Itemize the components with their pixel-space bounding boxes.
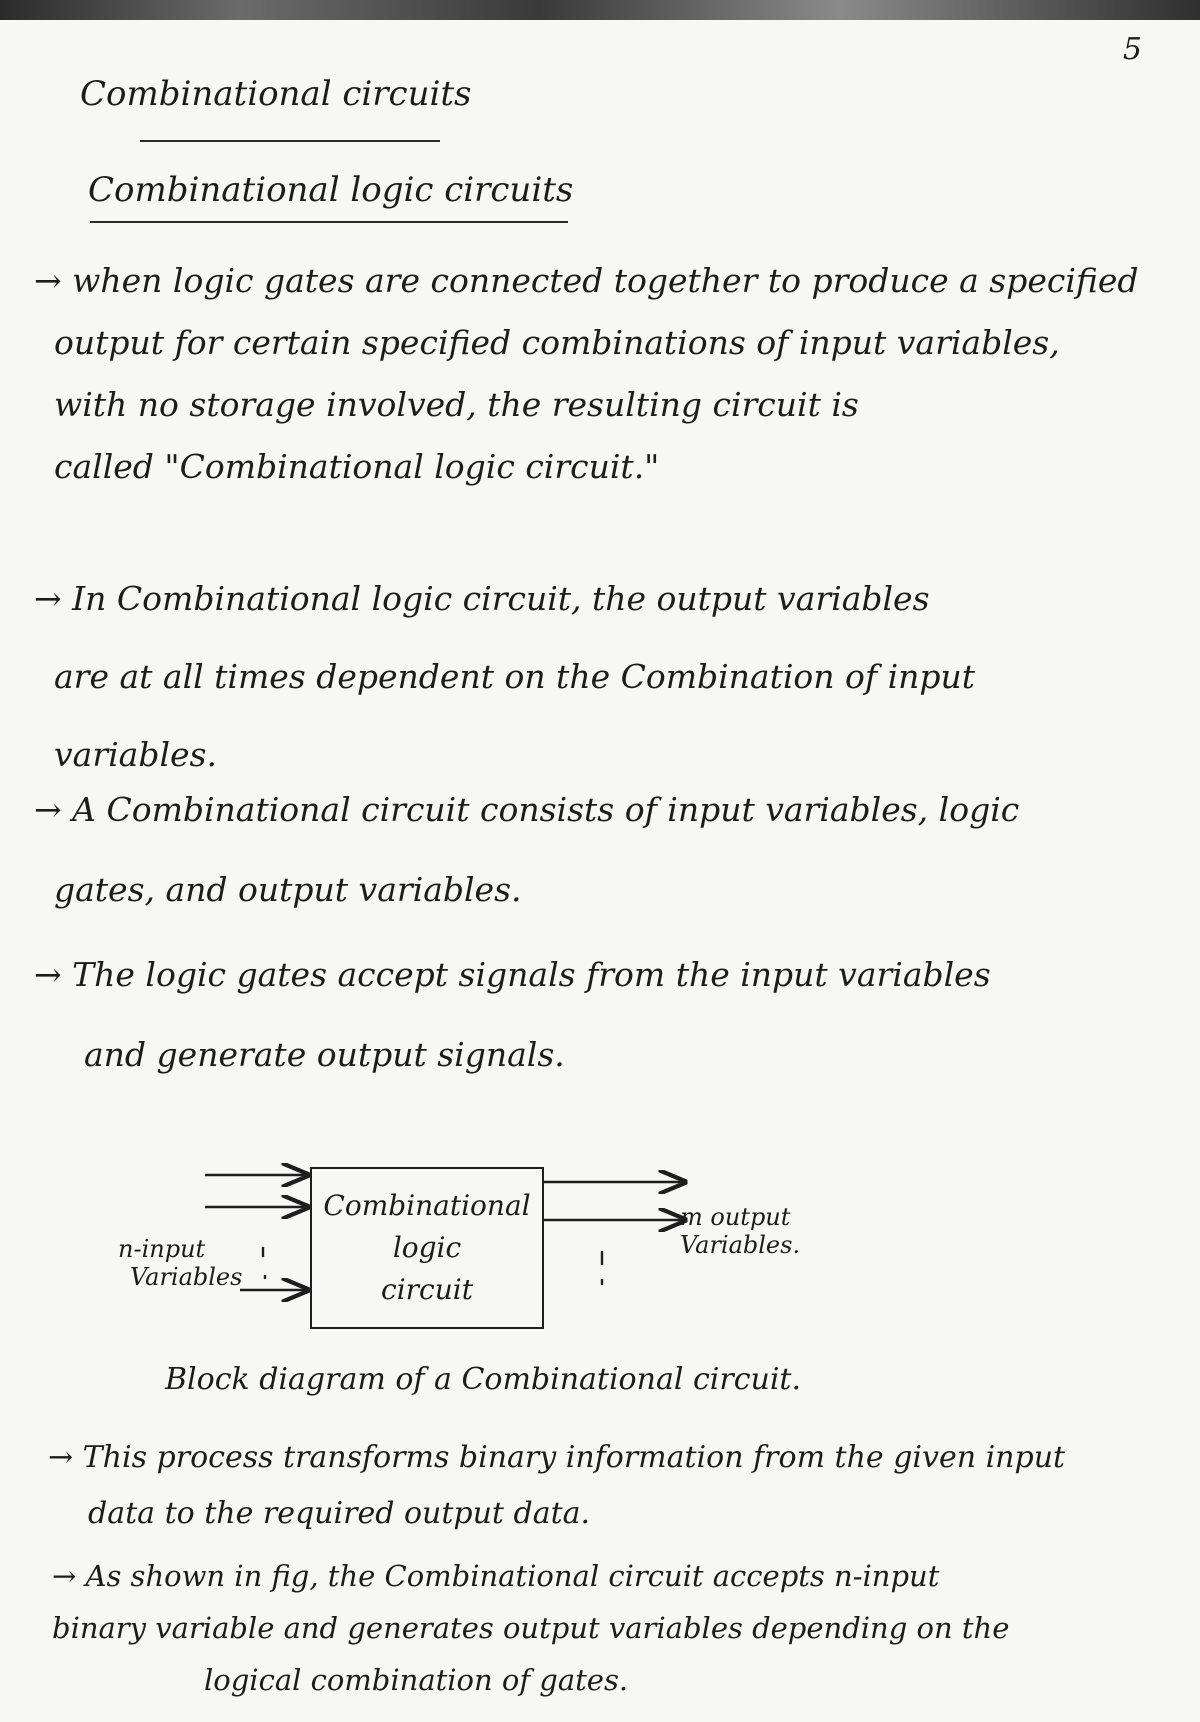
combinational-logic-block: [310, 1167, 544, 1329]
paragraph-4-line-1: → The logic gates accept signals from the input variables: [34, 955, 991, 994]
output-variables-label: [680, 1203, 800, 1259]
output-label-line-2: Variables.: [680, 1231, 801, 1259]
paragraph-6-line-1: → As shown in fig, the Combinational circuit accepts n-input: [52, 1559, 940, 1593]
paragraph-5-line-2: data to the required output data.: [88, 1496, 591, 1531]
block-line-1: Combinational: [323, 1189, 531, 1222]
input-label-line-2: Variables: [130, 1263, 243, 1291]
input-dots: [263, 1247, 265, 1279]
page-title: Combinational circuits: [80, 74, 472, 114]
paragraph-3-line-2: gates, and output variables.: [54, 870, 522, 909]
paragraph-5-line-1: → This process transforms binary information from the given input: [48, 1440, 1066, 1475]
block-line-3: circuit: [381, 1273, 473, 1306]
paragraph-4: [34, 935, 1164, 1095]
paragraph-1-line-2: output for certain specified combinations of input variables,: [54, 323, 1060, 362]
block-diagram: [100, 1155, 820, 1345]
page-number: 5: [1122, 32, 1142, 67]
paragraph-3: [34, 770, 1164, 930]
paragraph-1-line-4: called "Combinational logic circuit.": [54, 447, 660, 486]
paragraph-3-line-1: → A Combinational circuit consists of input variables, logic: [34, 790, 1020, 829]
paragraph-2-line-3: variables.: [54, 735, 217, 774]
subtitle-underline: [90, 221, 568, 223]
input-label-line-1: n-input: [118, 1235, 206, 1263]
paragraph-6-line-2: binary variable and generates output variables depending on the: [52, 1611, 1010, 1645]
page-edge-shadow: [0, 0, 1200, 20]
paragraph-2: [34, 560, 1164, 794]
paragraph-6: [34, 1550, 1164, 1706]
paragraph-5: [34, 1430, 1164, 1542]
page-subtitle: Combinational logic circuits: [88, 170, 574, 210]
paragraph-1-line-1: → when logic gates are connected together to produce a specified: [34, 261, 1139, 300]
paragraph-4-line-2: and generate output signals.: [84, 1035, 565, 1074]
paragraph-1: [34, 250, 1164, 498]
title-underline: [140, 140, 440, 142]
block-line-2: logic: [392, 1231, 462, 1264]
paragraph-2-line-1: → In Combinational logic circuit, the output variables: [34, 579, 930, 618]
diagram-caption: Block diagram of a Combinational circuit.: [165, 1362, 802, 1397]
paragraph-1-line-3: with no storage involved, the resulting circuit is: [54, 385, 859, 424]
paragraph-2-line-2: are at all times dependent on the Combination of input: [54, 657, 976, 696]
output-label-line-1: m output: [680, 1203, 791, 1231]
input-variables-label: [118, 1235, 242, 1291]
paragraph-6-line-3: logical combination of gates.: [204, 1663, 629, 1697]
